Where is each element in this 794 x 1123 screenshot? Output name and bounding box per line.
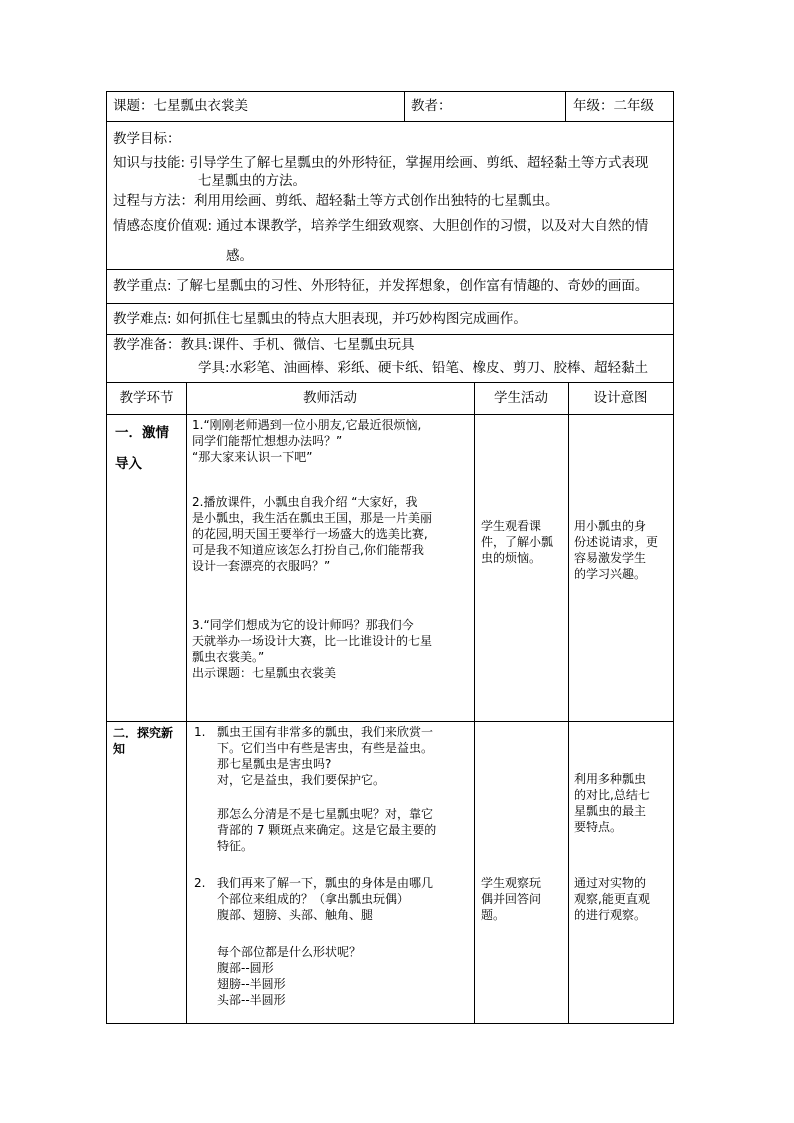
key-point-text: 教学重点: 了解七星瓢虫的习性、外形特征，并发挥想象，创作富有情趣的、奇妙的画面。	[113, 278, 649, 294]
s2-item1-line3: 那七星瓢虫是害虫吗?	[217, 757, 332, 771]
section2-stage-line1: 二．探究新	[113, 726, 174, 740]
s2-item2-line6: 翅膀--半圆形	[217, 977, 286, 991]
s2-item1-num: 1.	[194, 725, 206, 739]
section1-stage-line2: 导入	[115, 456, 142, 472]
s1-teacher-p3-line3: 瓢虫衣裳美。”	[192, 650, 265, 664]
lesson-plan-table	[106, 91, 674, 1024]
s1-teacher-p3-line4: 出示课题：七星瓢虫衣裳美	[192, 666, 337, 680]
s1-teacher-p2-line1: 2.播放课件，小瓢虫自我介绍 “大家好，我	[192, 495, 418, 509]
s1-teacher-p3-line1: 3.“同学们想成为它的设计师吗？那我们今	[192, 618, 414, 632]
column-header-row	[107, 383, 673, 415]
topic-label: 课题：七星瓢虫衣裳美	[113, 98, 248, 114]
emotion-line2: 感。	[226, 248, 253, 264]
s2-item2-line1: 我们再来了解一下，瓢虫的身体是由哪几	[217, 876, 434, 890]
difficulty-text: 教学难点: 如何抓住七星瓢虫的特点大胆表现，并巧妙构图完成画作。	[113, 311, 527, 327]
objectives-row	[107, 122, 673, 270]
preparation-line2: 学具:水彩笔、油画棒、彩纸、硬卡纸、铅笔、橡皮、剪刀、胶棒、超轻黏土	[198, 360, 649, 376]
teacher-label: 教者：	[411, 98, 452, 114]
s2-item1-line5: 那怎么分清是不是七星瓢虫呢？对，靠它	[217, 807, 434, 821]
process-line: 过程与方法：利用用绘画、剪纸、超轻黏土等方式创作出独特的七星瓢虫。	[113, 193, 559, 209]
s2-design-a-line1: 利用多种瓢虫	[574, 772, 647, 786]
s1-teacher-p2-line3: 的花园,明天国王要举行一场盛大的选美比赛,	[192, 527, 428, 541]
s2-item2-line3: 腹部、翅膀、头部、触角、腿	[217, 908, 374, 922]
s2-item1-line6: 背部的 7 颗斑点来确定。这是它最主要的	[217, 823, 437, 837]
section1-row	[107, 415, 673, 722]
s1-student-line1: 学生观看课	[481, 519, 542, 533]
s2-student-line3: 题。	[481, 908, 506, 922]
s2-design-a-line2: 的对比,总结七	[574, 788, 650, 802]
section2-row	[107, 722, 673, 1023]
s2-design-a-line3: 星瓢虫的最主	[574, 804, 647, 818]
s2-item2-line2: 个部位来组成的？（拿出瓢虫玩偶）	[217, 892, 410, 906]
knowledge-line2: 七星瓢虫的方法。	[198, 173, 306, 189]
knowledge-line1: 知识与技能: 引导学生了解七星瓢虫的外形特征，掌握用绘画、剪纸、超轻黏土等方式表现	[113, 155, 649, 171]
s2-design-b-line3: 的进行观察。	[574, 908, 647, 922]
s2-design-a-line4: 要特点。	[574, 820, 623, 834]
s1-teacher-p2-line2: 是小瓢虫，我生活在瓢虫王国，那是一片美丽	[192, 511, 433, 525]
col-header-stage: 教学环节	[119, 390, 174, 406]
s2-student-line2: 偶并回答问	[481, 892, 542, 906]
s2-item1-line1: 瓢虫王国有非常多的瓢虫，我们来欣赏一	[217, 725, 434, 739]
s1-student-line2: 件，了解小瓢	[481, 535, 554, 549]
s2-item1-line4: 对，它是益虫，我们要保护它。	[217, 773, 386, 787]
objectives-heading: 教学目标：	[113, 131, 181, 147]
col-header-design: 设计意图	[593, 390, 648, 406]
section1-stage-line1: 一．激情	[115, 425, 169, 441]
s1-teacher-p2-line4: 可是我不知道应该怎么打扮自己,你们能帮我	[192, 543, 424, 557]
preparation-line1: 教学准备：教具:课件、手机、微信、七星瓢虫玩具	[113, 337, 415, 353]
s2-item2-line5: 腹部--圆形	[217, 961, 274, 975]
s1-teacher-p1-line1: 1.“刚刚老师遇到一位小朋友,它最近很烦恼,	[192, 418, 422, 432]
s1-design-line2: 份述说请求，更	[574, 535, 659, 549]
col-header-teacher: 教师活动	[303, 390, 357, 406]
s2-item2-line7: 头部--半圆形	[217, 993, 286, 1007]
header-row	[107, 92, 673, 122]
s1-design-line3: 容易激发学生	[574, 551, 647, 565]
key-point-row	[107, 270, 673, 304]
s1-design-line4: 的学习兴趣。	[574, 567, 647, 581]
s1-teacher-p1-line3: “那大家来认识一下吧”	[192, 450, 313, 464]
s2-item1-line2: 下。它们当中有些是害虫，有些是益虫。	[217, 741, 434, 755]
s2-item1-line7: 特征。	[217, 839, 254, 853]
s1-teacher-p3-line2: 天就举办一场设计大赛，比一比谁设计的七星	[192, 634, 433, 648]
s1-teacher-p1-line2: 同学们能帮忙想想办法吗？”	[192, 434, 343, 448]
s1-design-line1: 用小瓢虫的身	[574, 519, 647, 533]
preparation-row	[107, 335, 673, 383]
emotion-line1: 情感态度价值观: 通过本课教学，培养学生细致观察、大胆创作的习惯，以及对大自然的情	[113, 218, 649, 234]
s2-student-line1: 学生观察玩	[481, 876, 542, 890]
s2-design-b-line1: 通过对实物的	[574, 876, 647, 890]
s2-item2-num: 2.	[194, 876, 206, 890]
section2-stage-line2: 知	[113, 742, 126, 756]
col-header-student: 学生活动	[494, 390, 548, 406]
s1-student-line3: 虫的烦恼。	[481, 551, 542, 565]
s1-teacher-p2-line5: 设计一套漂亮的衣服吗？”	[192, 559, 331, 573]
grade-label: 年级：二年级	[573, 98, 654, 114]
difficulty-row	[107, 304, 673, 335]
s2-item2-line4: 每个部位都是什么形状呢？	[217, 945, 362, 959]
s2-design-b-line2: 观察,能更直观	[574, 892, 650, 906]
